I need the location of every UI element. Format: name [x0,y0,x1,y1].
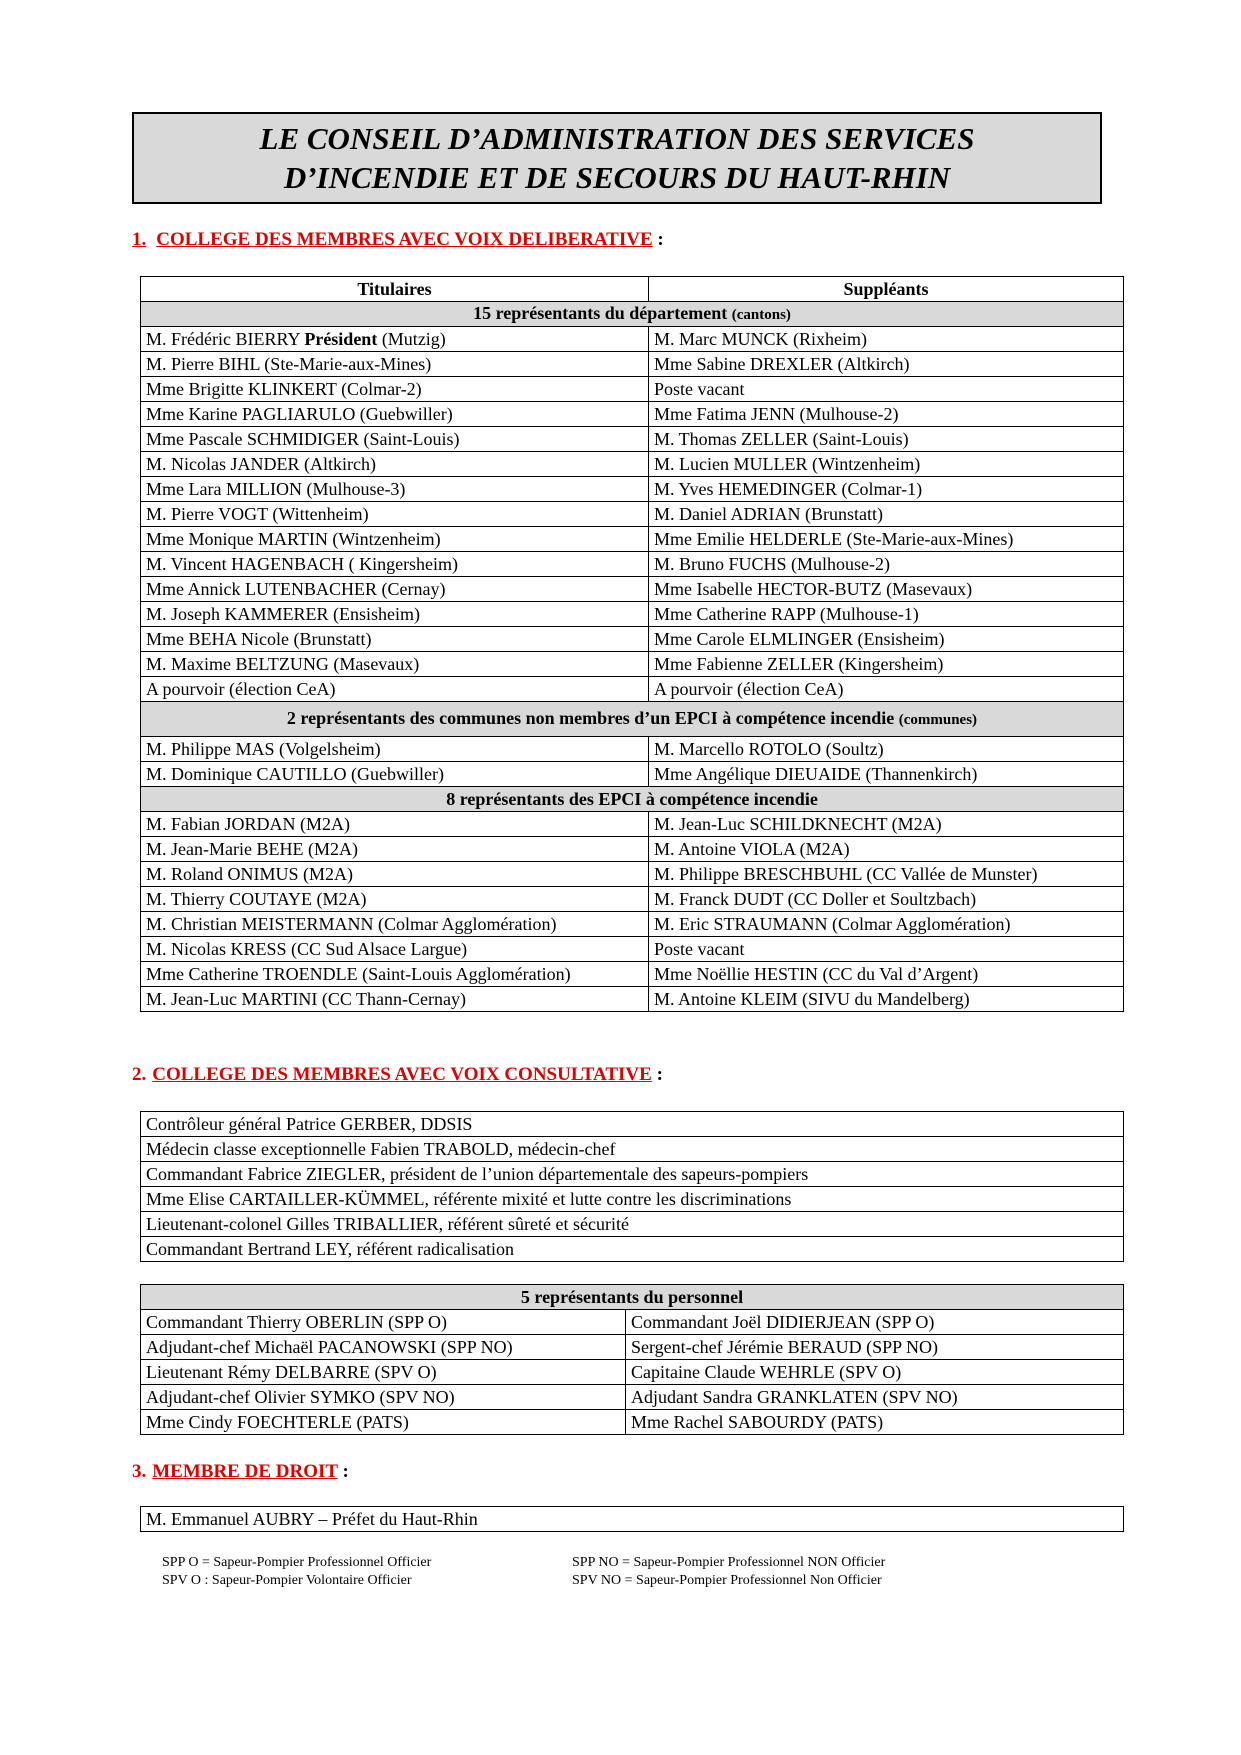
titulaire-cell: Mme Karine PAGLIARULO (Guebwiller) [141,402,649,427]
personnel-representatives-table [140,1284,1124,1435]
personnel-member-right: Sergent-chef Jérémie BERAUD (SPP NO) [626,1335,1124,1360]
suppleant-cell: Mme Angélique DIEUAIDE (Thannenkirch) [649,762,1124,787]
table-row [141,1410,1124,1435]
consultative-member: Commandant Fabrice ZIEGLER, président de l’union départementale des sapeurs-pompiers [141,1162,1124,1187]
table-row [141,737,1124,762]
consultative-members-table [140,1111,1124,1262]
group-header [141,787,1124,812]
section-3-label: MEMBRE DE DROIT [152,1461,338,1482]
legend-spp-no: SPP NO = Sapeur-Pompier Professionnel NON Officier [572,1555,886,1570]
personnel-member-left: Lieutenant Rémy DELBARRE (SPV O) [141,1360,626,1385]
document-title-box [132,112,1102,204]
table-row [141,1237,1124,1262]
section-2-number: 2. [132,1064,147,1085]
suppleant-cell: Mme Catherine RAPP (Mulhouse-1) [649,602,1124,627]
suppleant-cell: M. Marcello ROTOLO (Soultz) [649,737,1124,762]
ex-officio-member: M. Emmanuel AUBRY – Préfet du Haut-Rhin [141,1507,1124,1532]
titulaire-cell: M. Dominique CAUTILLO (Guebwiller) [141,762,649,787]
titulaire-cell: Mme Catherine TROENDLE (Saint-Louis Agglomération) [141,962,649,987]
personnel-member-right: Mme Rachel SABOURDY (PATS) [626,1410,1124,1435]
group-note: (cantons) [731,307,791,323]
consultative-member: Médecin classe exceptionnelle Fabien TRABOLD, médecin-chef [141,1137,1124,1162]
personnel-member-right: Adjudant Sandra GRANKLATEN (SPV NO) [626,1385,1124,1410]
section-1-number: 1. [132,229,147,250]
consultative-member: Contrôleur général Patrice GERBER, DDSIS [141,1112,1124,1137]
ex-officio-member-table [140,1506,1124,1532]
titulaire-cell: Mme Monique MARTIN (Wintzenheim) [141,527,649,552]
consultative-member: Lieutenant-colonel Gilles TRIBALLIER, référent sûreté et sécurité [141,1212,1124,1237]
table-row [141,1385,1124,1410]
personnel-member-left: Mme Cindy FOECHTERLE (PATS) [141,1410,626,1435]
suppleant-cell: M. Antoine VIOLA (M2A) [649,837,1124,862]
table-row [141,762,1124,787]
table-row [141,627,1124,652]
group-row [141,702,1124,737]
titulaire-cell: Mme Annick LUTENBACHER (Cernay) [141,577,649,602]
titulaire-cell: M. Nicolas KRESS (CC Sud Alsace Largue) [141,937,649,962]
table-row [141,402,1124,427]
group-note: (communes) [898,712,978,728]
suppleant-cell: A pourvoir (élection CeA) [649,677,1124,702]
legend-right [572,1554,885,1590]
personnel-member-right: Capitaine Claude WEHRLE (SPV O) [626,1360,1124,1385]
table-row [141,1360,1124,1385]
table-row [141,937,1124,962]
group-label: 2 représentants des communes non membres d’un EPCI à compétence incendie [286,708,895,728]
titulaire-cell: M. Nicolas JANDER (Altkirch) [141,452,649,477]
titulaire-cell: Mme Lara MILLION (Mulhouse-3) [141,477,649,502]
legend-spv-o: SPV O : Sapeur-Pompier Volontaire Officier [162,1573,412,1588]
titulaire-cell: M. Pierre VOGT (Wittenheim) [141,502,649,527]
section-2-suffix: : [651,1064,663,1085]
titulaire-cell: M. Roland ONIMUS (M2A) [141,862,649,887]
suppleant-cell: Poste vacant [649,377,1124,402]
titulaire-cell: M. Philippe MAS (Volgelsheim) [141,737,649,762]
table-row [141,577,1124,602]
consultative-member: Commandant Bertrand LEY, référent radicalisation [141,1237,1124,1262]
table-row [141,1335,1124,1360]
deliberative-members-table [140,276,1124,1012]
personnel-member-left: Commandant Thierry OBERLIN (SPP O) [141,1310,626,1335]
suppleant-cell: Poste vacant [649,937,1124,962]
titulaire-cell: M. Vincent HAGENBACH ( Kingersheim) [141,552,649,577]
section-2-label: COLLEGE DES MEMBRES AVEC VOIX CONSULTATIVE [152,1064,652,1085]
group-header [141,302,1124,327]
section-1-label: COLLEGE DES MEMBRES AVEC VOIX DELIBERATIVE [156,229,653,250]
section-3-suffix: : [337,1461,349,1482]
table-row [141,1162,1124,1187]
group-header [141,702,1124,737]
suppleant-cell: Mme Emilie HELDERLE (Ste-Marie-aux-Mines) [649,527,1124,552]
suppleant-cell: M. Philippe BRESCHBUHL (CC Vallée de Munster) [649,862,1124,887]
group-label: 8 représentants des EPCI à compétence incendie [446,789,818,809]
deliberative-table-header-row [141,277,1124,302]
suppleant-cell: M. Marc MUNCK (Rixheim) [649,327,1124,352]
legend-spv-no: SPV NO = Sapeur-Pompier Professionnel Non Officier [572,1573,882,1588]
suppleant-cell: Mme Sabine DREXLER (Altkirch) [649,352,1124,377]
table-row [141,887,1124,912]
table-row [141,502,1124,527]
titulaire-cell: M. Maxime BELTZUNG (Masevaux) [141,652,649,677]
column-header-suppleants: Suppléants [649,277,1124,302]
table-row [141,1112,1124,1137]
table-row [141,1507,1124,1532]
table-row [141,427,1124,452]
titulaire-name: M. Frédéric BIERRY [146,329,305,349]
section-2-heading [132,1064,663,1086]
suppleant-cell: Mme Fabienne ZELLER (Kingersheim) [649,652,1124,677]
titulaire-cell: M. Christian MEISTERMANN (Colmar Agglomération) [141,912,649,937]
titulaire-cell: Mme BEHA Nicole (Brunstatt) [141,627,649,652]
column-header-titulaires: Titulaires [141,277,649,302]
titulaire-cell: Mme Pascale SCHMIDIGER (Saint-Louis) [141,427,649,452]
suppleant-cell: M. Yves HEMEDINGER (Colmar-1) [649,477,1124,502]
group-label: 15 représentants du département [473,303,728,323]
titulaire-canton: (Mutzig) [377,329,446,349]
titulaire-cell: M. Jean-Marie BEHE (M2A) [141,837,649,862]
suppleant-cell: M. Eric STRAUMANN (Colmar Agglomération) [649,912,1124,937]
suppleant-cell: M. Franck DUDT (CC Doller et Soultzbach) [649,887,1124,912]
suppleant-cell: Mme Isabelle HECTOR-BUTZ (Masevaux) [649,577,1124,602]
personnel-member-right: Commandant Joël DIDIERJEAN (SPP O) [626,1310,1124,1335]
suppleant-cell: M. Thomas ZELLER (Saint-Louis) [649,427,1124,452]
titulaire-cell: A pourvoir (élection CeA) [141,677,649,702]
table-row [141,552,1124,577]
suppleant-cell: M. Bruno FUCHS (Mulhouse-2) [649,552,1124,577]
table-row [141,377,1124,402]
document-title-line-2: D’INCENDIE ET DE SECOURS DU HAUT-RHIN [283,160,951,195]
table-row [141,1137,1124,1162]
titulaire-cell: M. Joseph KAMMERER (Ensisheim) [141,602,649,627]
table-row [141,987,1124,1012]
suppleant-cell: Mme Fatima JENN (Mulhouse-2) [649,402,1124,427]
titulaire-cell: M. Fabian JORDAN (M2A) [141,812,649,837]
president-label: Président [304,329,378,349]
personnel-group-header: 5 représentants du personnel [141,1285,1124,1310]
titulaire-cell: M. Jean-Luc MARTINI (CC Thann-Cernay) [141,987,649,1012]
table-row [141,862,1124,887]
table-row [141,1187,1124,1212]
legend-spp-o: SPP O = Sapeur-Pompier Professionnel Officier [162,1555,432,1570]
table-row [141,1310,1124,1335]
table-row [141,527,1124,552]
personnel-member-left: Adjudant-chef Michaël PACANOWSKI (SPP NO) [141,1335,626,1360]
table-row [141,1212,1124,1237]
suppleant-cell: M. Lucien MULLER (Wintzenheim) [649,452,1124,477]
titulaire-cell: M. Thierry COUTAYE (M2A) [141,887,649,912]
consultative-member: Mme Elise CARTAILLER-KÜMMEL, référente mixité et lutte contre les discriminations [141,1187,1124,1212]
suppleant-cell: M. Daniel ADRIAN (Brunstatt) [649,502,1124,527]
table-row [141,962,1124,987]
legend-left [162,1554,431,1590]
table-row [141,912,1124,937]
table-row [141,477,1124,502]
suppleant-cell: M. Jean-Luc SCHILDKNECHT (M2A) [649,812,1124,837]
table-row [141,452,1124,477]
table-row [141,837,1124,862]
table-row [141,652,1124,677]
group-row [141,787,1124,812]
suppleant-cell: Mme Noëllie HESTIN (CC du Val d’Argent) [649,962,1124,987]
table-row [141,812,1124,837]
section-3-number: 3. [132,1461,147,1482]
section-3-heading [132,1461,349,1483]
section-1-heading [132,229,664,251]
group-row [141,302,1124,327]
table-row [141,677,1124,702]
suppleant-cell: M. Antoine KLEIM (SIVU du Mandelberg) [649,987,1124,1012]
section-1-suffix: : [652,229,664,250]
table-row [141,327,1124,352]
table-row [141,602,1124,627]
table-row [141,352,1124,377]
titulaire-cell [141,327,649,352]
titulaire-cell: M. Pierre BIHL (Ste-Marie-aux-Mines) [141,352,649,377]
document-title-line-1: LE CONSEIL D’ADMINISTRATION DES SERVICES [259,121,975,156]
personnel-member-left: Adjudant-chef Olivier SYMKO (SPV NO) [141,1385,626,1410]
titulaire-cell: Mme Brigitte KLINKERT (Colmar-2) [141,377,649,402]
suppleant-cell: Mme Carole ELMLINGER (Ensisheim) [649,627,1124,652]
personnel-group-row [141,1285,1124,1310]
